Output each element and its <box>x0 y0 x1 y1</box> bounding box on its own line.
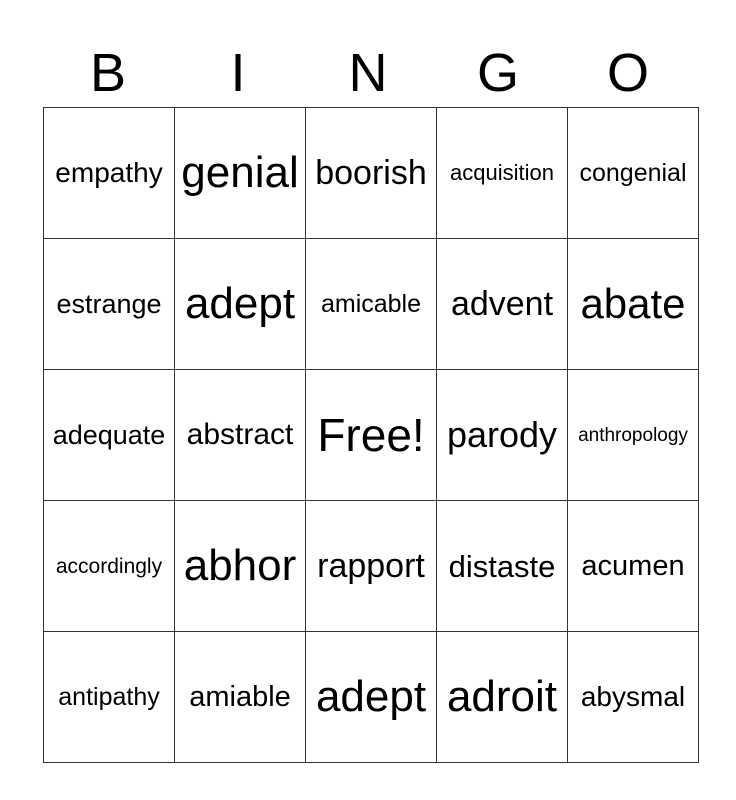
bingo-header <box>43 40 693 106</box>
bingo-cell[interactable]: advent <box>437 239 568 370</box>
bingo-cell[interactable]: amicable <box>306 239 437 370</box>
grid-row <box>44 370 699 501</box>
bingo-cell[interactable]: congenial <box>568 108 699 239</box>
bingo-cell[interactable]: estrange <box>44 239 175 370</box>
bingo-cell[interactable]: acquisition <box>437 108 568 239</box>
bingo-cell[interactable]: amiable <box>175 632 306 763</box>
bingo-cell[interactable]: anthropology <box>568 370 699 501</box>
bingo-cell[interactable]: boorish <box>306 108 437 239</box>
grid-row <box>44 239 699 370</box>
header-letter-i: I <box>230 43 246 103</box>
grid-row <box>44 108 699 239</box>
bingo-cell[interactable]: accordingly <box>44 501 175 632</box>
bingo-cell[interactable]: rapport <box>306 501 437 632</box>
bingo-cell[interactable]: acumen <box>568 501 699 632</box>
header-letter-b: B <box>89 43 127 103</box>
bingo-cell[interactable]: abhor <box>175 501 306 632</box>
header-letter-n: N <box>348 43 388 103</box>
bingo-cell[interactable]: adept <box>175 239 306 370</box>
header-letter-g: G <box>476 43 519 103</box>
bingo-cell[interactable]: antipathy <box>44 632 175 763</box>
free-space-cell[interactable]: Free! <box>306 370 437 501</box>
bingo-cell[interactable]: empathy <box>44 108 175 239</box>
bingo-cell[interactable]: abysmal <box>568 632 699 763</box>
header-letter-o: O <box>606 43 649 103</box>
bingo-cell[interactable]: genial <box>175 108 306 239</box>
bingo-cell[interactable]: adept <box>306 632 437 763</box>
bingo-grid <box>43 107 699 763</box>
bingo-cell[interactable]: adequate <box>44 370 175 501</box>
bingo-cell[interactable]: distaste <box>437 501 568 632</box>
grid-row <box>44 501 699 632</box>
bingo-cell[interactable]: adroit <box>437 632 568 763</box>
bingo-cell[interactable]: abstract <box>175 370 306 501</box>
bingo-cell[interactable]: abate <box>568 239 699 370</box>
grid-row <box>44 632 699 763</box>
bingo-cell[interactable]: parody <box>437 370 568 501</box>
